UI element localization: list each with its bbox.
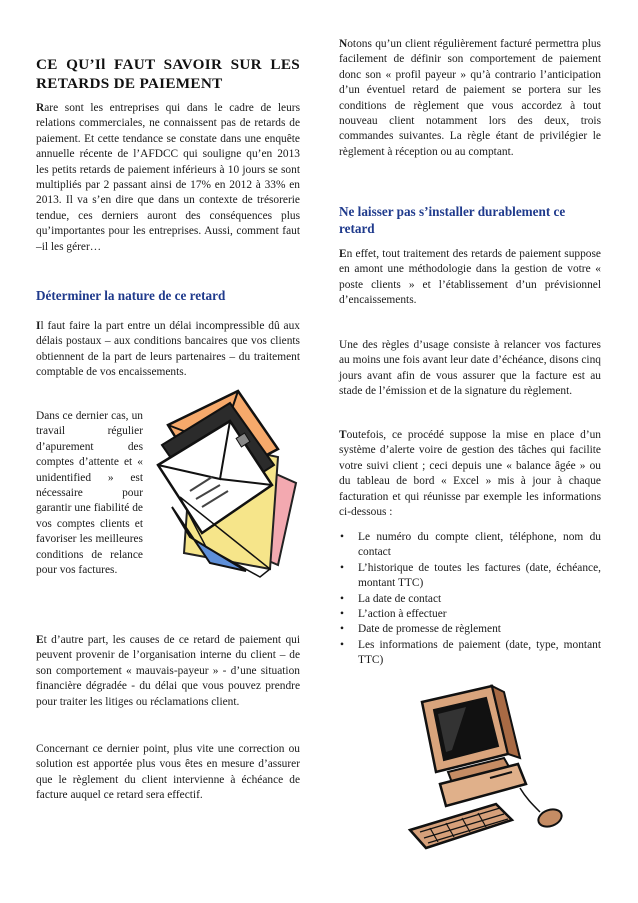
list-item [339, 638, 601, 669]
list-item [339, 530, 601, 561]
page-title: CE QU’Il FAUT SAVOIR SUR LES RETARDS DE PAIEMENT [36, 56, 300, 92]
right-intro-text: otons qu’un client régulièrement facturé permettra plus facilement de définir son comportement de paiement donc son « profil payeur » qu’à contrario l’anticipation d’un éventuel retard de paiement se portera sur les conditions de règlement que vous accordez à tout nouveau client notamment lors des deux, trois commandes suivantes. La règle étant de privilégier le règlement à réception ou au comptant. [339, 38, 601, 158]
bullet-icon: • [340, 531, 344, 543]
section1-paragraph-4: Concernant ce dernier point, plus vite une correction ou solution est apportée plus vous êtes en mesure d’assurer que le règlement du client intervienne à échéance de facture auquel ce retard sera effectif. [36, 743, 300, 802]
list-item-text: Les informations de paiement (date, type, montant TTC) [358, 638, 601, 667]
section2-p3-initial: T [339, 429, 347, 441]
section1-p3-initial: E [36, 634, 44, 646]
section1-paragraph-2: Dans ce dernier cas, un travail régulier d’apurement des comptes d’attente et « unidentified » est nécessaire pour garantir une fiabilité de vos comptes clients et favoriser les meilleures conditions de relance pour vos factures. [36, 410, 143, 577]
bullet-icon: • [340, 638, 344, 651]
section-title-nature: Déterminer la nature de ce retard [36, 288, 226, 303]
envelopes-clipart-icon [150, 387, 302, 583]
right-intro-initial: N [339, 38, 348, 50]
intro-text: are sont les entreprises qui dans le cadre de leurs relations commerciales, ne connaissent pas de retards de paiement. Et cette tendance se constate dans une enquête annuelle récente de l’AFDCC qui souligne qu’en 2013 les petits retards de paiement inférieurs à 10 jours se sont multipliés par 2 passant ainsi de 17% en 2012 à 33% en 2013. Il va s’en dire que dans un contexte de trésorerie tendue, ces derniers auront des conséquences plus qu’importantes pour les entreprises. Aussi, comment faut –il les gérer… [36, 102, 300, 253]
section1-p1-initial: I [36, 320, 41, 332]
section-title-retard: Ne laisser pas s’installer durablement ce retard [339, 204, 566, 236]
section2-p1-initial: E [339, 248, 347, 260]
section1-paragraph-3 [36, 633, 300, 710]
section2-p3-text: outefois, ce procédé suppose la mise en place d’un système d’alerte voire de gestion des tâches qui facilite votre suivi client ; ceci depuis une « balance âgée » ou du tableau de bord « Excel » mis à jour à chaque facturation et qui réunisse par exemple les informations ci-dessous : [339, 429, 601, 519]
section1-paragraph-1 [36, 319, 300, 381]
list-item-text: La date de contact [358, 592, 442, 605]
intro-initial: R [36, 102, 45, 114]
list-item [339, 607, 601, 622]
bullet-icon: • [340, 623, 344, 636]
bullet-icon: • [340, 608, 344, 621]
list-item-text: L’historique de toutes les factures (date, échéance, montant TTC) [358, 561, 601, 590]
bullet-icon: • [340, 561, 344, 574]
section2-p1-text: n effet, tout traitement des retards de paiement suppose en amont une méthodologie dans la gestion de votre « poste clients » et l’établissement d’un prévisionnel d’encaissements. [339, 248, 601, 307]
info-bullet-list [339, 530, 601, 669]
bullet-icon: • [340, 592, 344, 605]
list-item-text: L’action à effectuer [358, 608, 447, 621]
list-item-text: Le numéro du compte client, téléphone, nom du contact [358, 531, 601, 559]
right-intro-paragraph [339, 37, 601, 160]
computer-clipart-icon [400, 680, 570, 850]
section2-paragraph-3 [339, 428, 601, 520]
section2-paragraph-1 [339, 247, 601, 309]
list-item [339, 561, 601, 592]
section1-p3-text: t d’autre part, les causes de ce retard de paiement qui peuvent provenir de l’organisation interne du client – de son comportement « mauvais-payeur » - d’une situation financière dégradée - du délai que vous pouvez prendre pour traiter les litiges ou réclamations client. [36, 634, 300, 708]
list-item [339, 592, 601, 607]
section1-p1-text: l faut faire la part entre un délai incompressible dû aux délais postaux – aux conditions bancaires que vos clients obtiennent de la part de leurs partenaires – du traitement comptable de vos encaissements. [36, 320, 300, 379]
list-item-text: Date de promesse de règlement [358, 623, 501, 636]
section2-paragraph-2: Une des règles d’usage consiste à relancer vos factures au moins une fois avant leur date d’échéance, disons cinq jours avant afin de vous assurer que la facture est au stade de l’émission et de la signature du règlement. [339, 339, 601, 398]
list-item [339, 622, 601, 637]
intro-paragraph [36, 101, 300, 255]
